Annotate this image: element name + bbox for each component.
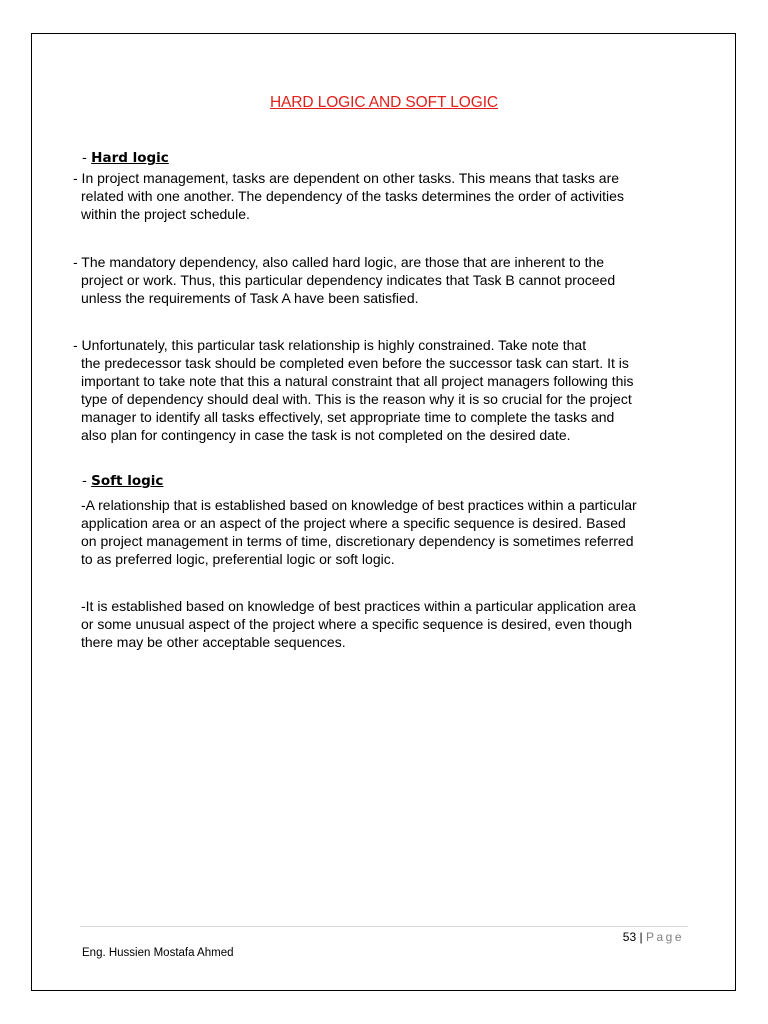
heading-label: Hard logic	[91, 150, 169, 166]
paragraph-line: or some unusual aspect of the project where a specific sequence is desired, even though	[81, 616, 632, 632]
paragraph-line: unless the requirements of Task A have been satisfied.	[81, 290, 419, 306]
page-label: Page	[645, 930, 684, 944]
paragraph-line: -It is established based on knowledge of best practices within a particular application area	[81, 598, 636, 614]
section-heading-hard-logic	[82, 150, 169, 166]
paragraph-line: type of dependency should deal with. This is the reason why it is so crucial for the project	[81, 391, 632, 407]
heading-prefix: -	[82, 473, 92, 489]
paragraph-line: the predecessor task should be completed even before the successor task can start. It is	[81, 355, 629, 371]
footer-divider	[80, 926, 688, 927]
heading-label: Soft logic	[91, 473, 164, 489]
paragraph-line: on project management in terms of time, discretionary dependency is sometimes referred	[81, 533, 634, 549]
paragraph-line: - In project management, tasks are dependent on other tasks. This means that tasks are	[73, 170, 620, 186]
section-heading-soft-logic	[82, 473, 163, 489]
paragraph-line: manager to identify all tasks effectively, set appropriate time to complete the tasks and	[81, 409, 615, 425]
paragraph-line: project or work. Thus, this particular dependency indicates that Task B cannot proceed	[81, 272, 616, 288]
paragraph-hard-1	[73, 169, 624, 223]
paragraph-line: to as preferred logic, preferential logic or soft logic.	[81, 551, 395, 567]
paragraph-hard-3	[73, 336, 634, 444]
page-number-separator: |	[639, 930, 643, 944]
footer-author: Eng. Hussien Mostafa Ahmed	[82, 947, 234, 959]
paragraph-hard-2	[73, 253, 615, 307]
page-title: HARD LOGIC AND SOFT LOGIC	[269, 94, 499, 111]
paragraph-line: -A relationship that is established based on knowledge of best practices within a particular	[81, 497, 637, 513]
paragraph-line: there may be other acceptable sequences.	[81, 634, 346, 650]
paragraph-line: within the project schedule.	[81, 206, 250, 222]
paragraph-line: application area or an aspect of the project where a specific sequence is desired. Based	[81, 515, 626, 531]
page-number-value: 53	[622, 930, 637, 944]
paragraph-line: important to take note that this a natural constraint that all project managers following this	[81, 373, 634, 389]
paragraph-soft-2	[81, 597, 636, 651]
page-number	[623, 930, 684, 944]
paragraph-line: also plan for contingency in case the task is not completed on the desired date.	[81, 427, 571, 443]
paragraph-line: - The mandatory dependency, also called hard logic, are those that are inherent to the	[73, 254, 605, 270]
paragraph-soft-1	[81, 496, 637, 568]
paragraph-line: related with one another. The dependency of the tasks determines the order of activities	[81, 188, 624, 204]
paragraph-line: - Unfortunately, this particular task relationship is highly constrained. Take note that	[73, 337, 587, 353]
heading-prefix: -	[82, 150, 92, 166]
